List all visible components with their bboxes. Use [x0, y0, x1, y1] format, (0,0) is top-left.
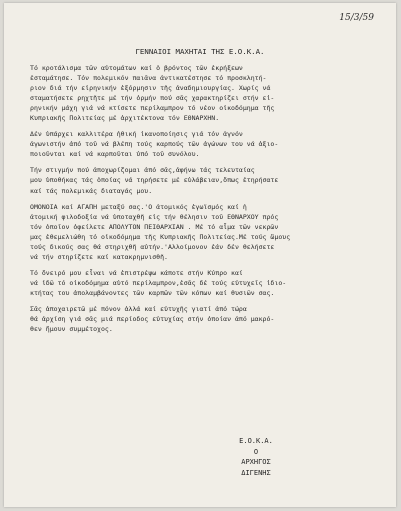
text-line: μας ἐθεμελιώθη τό οἰκοδόμημα τῆς Κυπριακῆς Πολιτείας.Μέ τούς ὤμους	[30, 232, 291, 241]
document-title: ΓΕΝΝΑΙΟΙ ΜΑΧΗΤΑΙ ΤΗΣ Ε.Ο.Κ.Α.	[135, 47, 265, 56]
text-line: ποιοῦνται καί νά καρποῦται ὑπό τοῦ συνόλου.	[30, 150, 200, 159]
text-line: ρηνικήν μάχη γιά νά κτίσετε περίλαμπρον τό νέον οἰκοδόμημα τῆς	[30, 104, 275, 113]
handwritten-date: 15/3/59	[339, 13, 374, 23]
text-line: Δέν ὑπάρχει καλλιτέρα ἠθική ἱκανοποίησις γιά τόν ἁγνόν	[30, 130, 243, 139]
text-line: ριον διά τήν εἰρηνικήν ἐξόρμησιν τῆς ἀναδημιουργίας. Χωρίς νά	[30, 84, 271, 93]
signature-rank: ΑΡΧΗΓΟΣ	[241, 458, 271, 466]
text-line: νά ἰδῶ τό οἰκοδόμημα αὐτό περίλαμπρον,ἐσᾶς δέ τούς εὐτυχεῖς ἰδιο-	[30, 278, 287, 287]
document-page	[4, 3, 396, 507]
text-line: θεν ἤμουν συμμέτοχος.	[30, 325, 113, 334]
text-line: Σᾶς ἀποχαιρετῶ μέ πόνον ἀλλά καί εὐτυχῆς γιατί ἀπό τώρα	[30, 304, 247, 313]
text-line: τούς δικούς σας θά στηριχθῆ αὐτήν.'Αλλοίμονον ἐάν δέν θελήσετε	[30, 242, 275, 251]
signature-organization: Ε.Ο.Κ.Α.	[239, 437, 273, 445]
text-line: κτήτας του ἀπολαμβάνοντες τῶν καρπῶν τῶν κόπων καί θυσιῶν σας.	[30, 288, 275, 297]
text-line: θά ἀρχίση γιά σᾶς μιά περίοδος εὐτυχίας στήν ὁποίαν ἀπό μακρό-	[30, 315, 275, 324]
paragraph-3	[30, 165, 382, 195]
text-line: Τό κροτάλισμα τῶν αὐτομάτων καί ὁ βρόντος τῶν ἐκρήξεων	[30, 64, 243, 72]
text-line: ΟΜΟΝΟΙΑ καί ΑΓΑΠΗ μεταξύ σας.'Ο ἀτομικός ἐγωϊσμός καί ἡ	[30, 202, 247, 211]
text-line: ἀτομική φιλοδοξία νά ὑποταχθῆ εἰς τήν θέλησιν τοῦ ΕΘΝΑΡΧΟΥ πρός	[30, 212, 279, 221]
text-line: ἀγωνιστήν ἀπό τοῦ νά βλέπη τούς καρπούς τῶν ἀγώνων του νά ἀξιο-	[30, 140, 279, 149]
paragraph-4	[30, 202, 382, 262]
text-line: Τήν στιγμήν πού ἀποχωρίζομαι ἀπό σᾶς,ἀφήνω τάς τελευταίας	[30, 166, 255, 175]
text-line: ἐσταμάτησε. Τόν πολεμικόν παιᾶνα ἀντικατέστησε τό προσκλητή-	[30, 74, 267, 83]
text-line: νά τήν στηρίζετε καί κατακρημνισθῆ.	[30, 252, 168, 261]
paragraph-6	[30, 304, 382, 334]
text-line: Τό ὄνειρό μου εἶναι νά ἐπιστρέψω κάποτε στήν Κύπρο καί	[30, 268, 243, 277]
signature-name: ΔΙΓΕΝΗΣ	[241, 468, 271, 477]
letter-body	[30, 63, 382, 334]
text-line: καί τάς πολεμικάς διαταγάς μου.	[30, 186, 153, 195]
signature-article: Ο	[253, 447, 259, 456]
paragraph-2	[30, 129, 382, 159]
paragraph-5	[30, 268, 382, 298]
text-line: τόν ὁποῖον ὀφείλετε ΑΠΟΛΥΤΟΝ ΠΕΙΘΑΡΧΙΑΝ . Μέ τό αἷμα τῶν νεκρῶν	[30, 222, 279, 231]
text-line: σταματήσετε ρηχτῆτε μέ τήν ὁρμήν πού σᾶς χαρακτηρίζει στήν εἰ-	[30, 94, 275, 103]
text-line: Κυπριακῆς Πολιτείας μέ ἀρχιτέκτονα τόν ΕΘΝΑΡΧΗΝ.	[30, 114, 220, 123]
signature-block	[4, 436, 396, 478]
text-line: μου ὑποθήκας τάς ὁποίας νά τηρήσετε μέ εὐλάβειαν,ὅπως ἐτηρήσατε	[30, 176, 279, 185]
paragraph-1	[30, 63, 382, 123]
